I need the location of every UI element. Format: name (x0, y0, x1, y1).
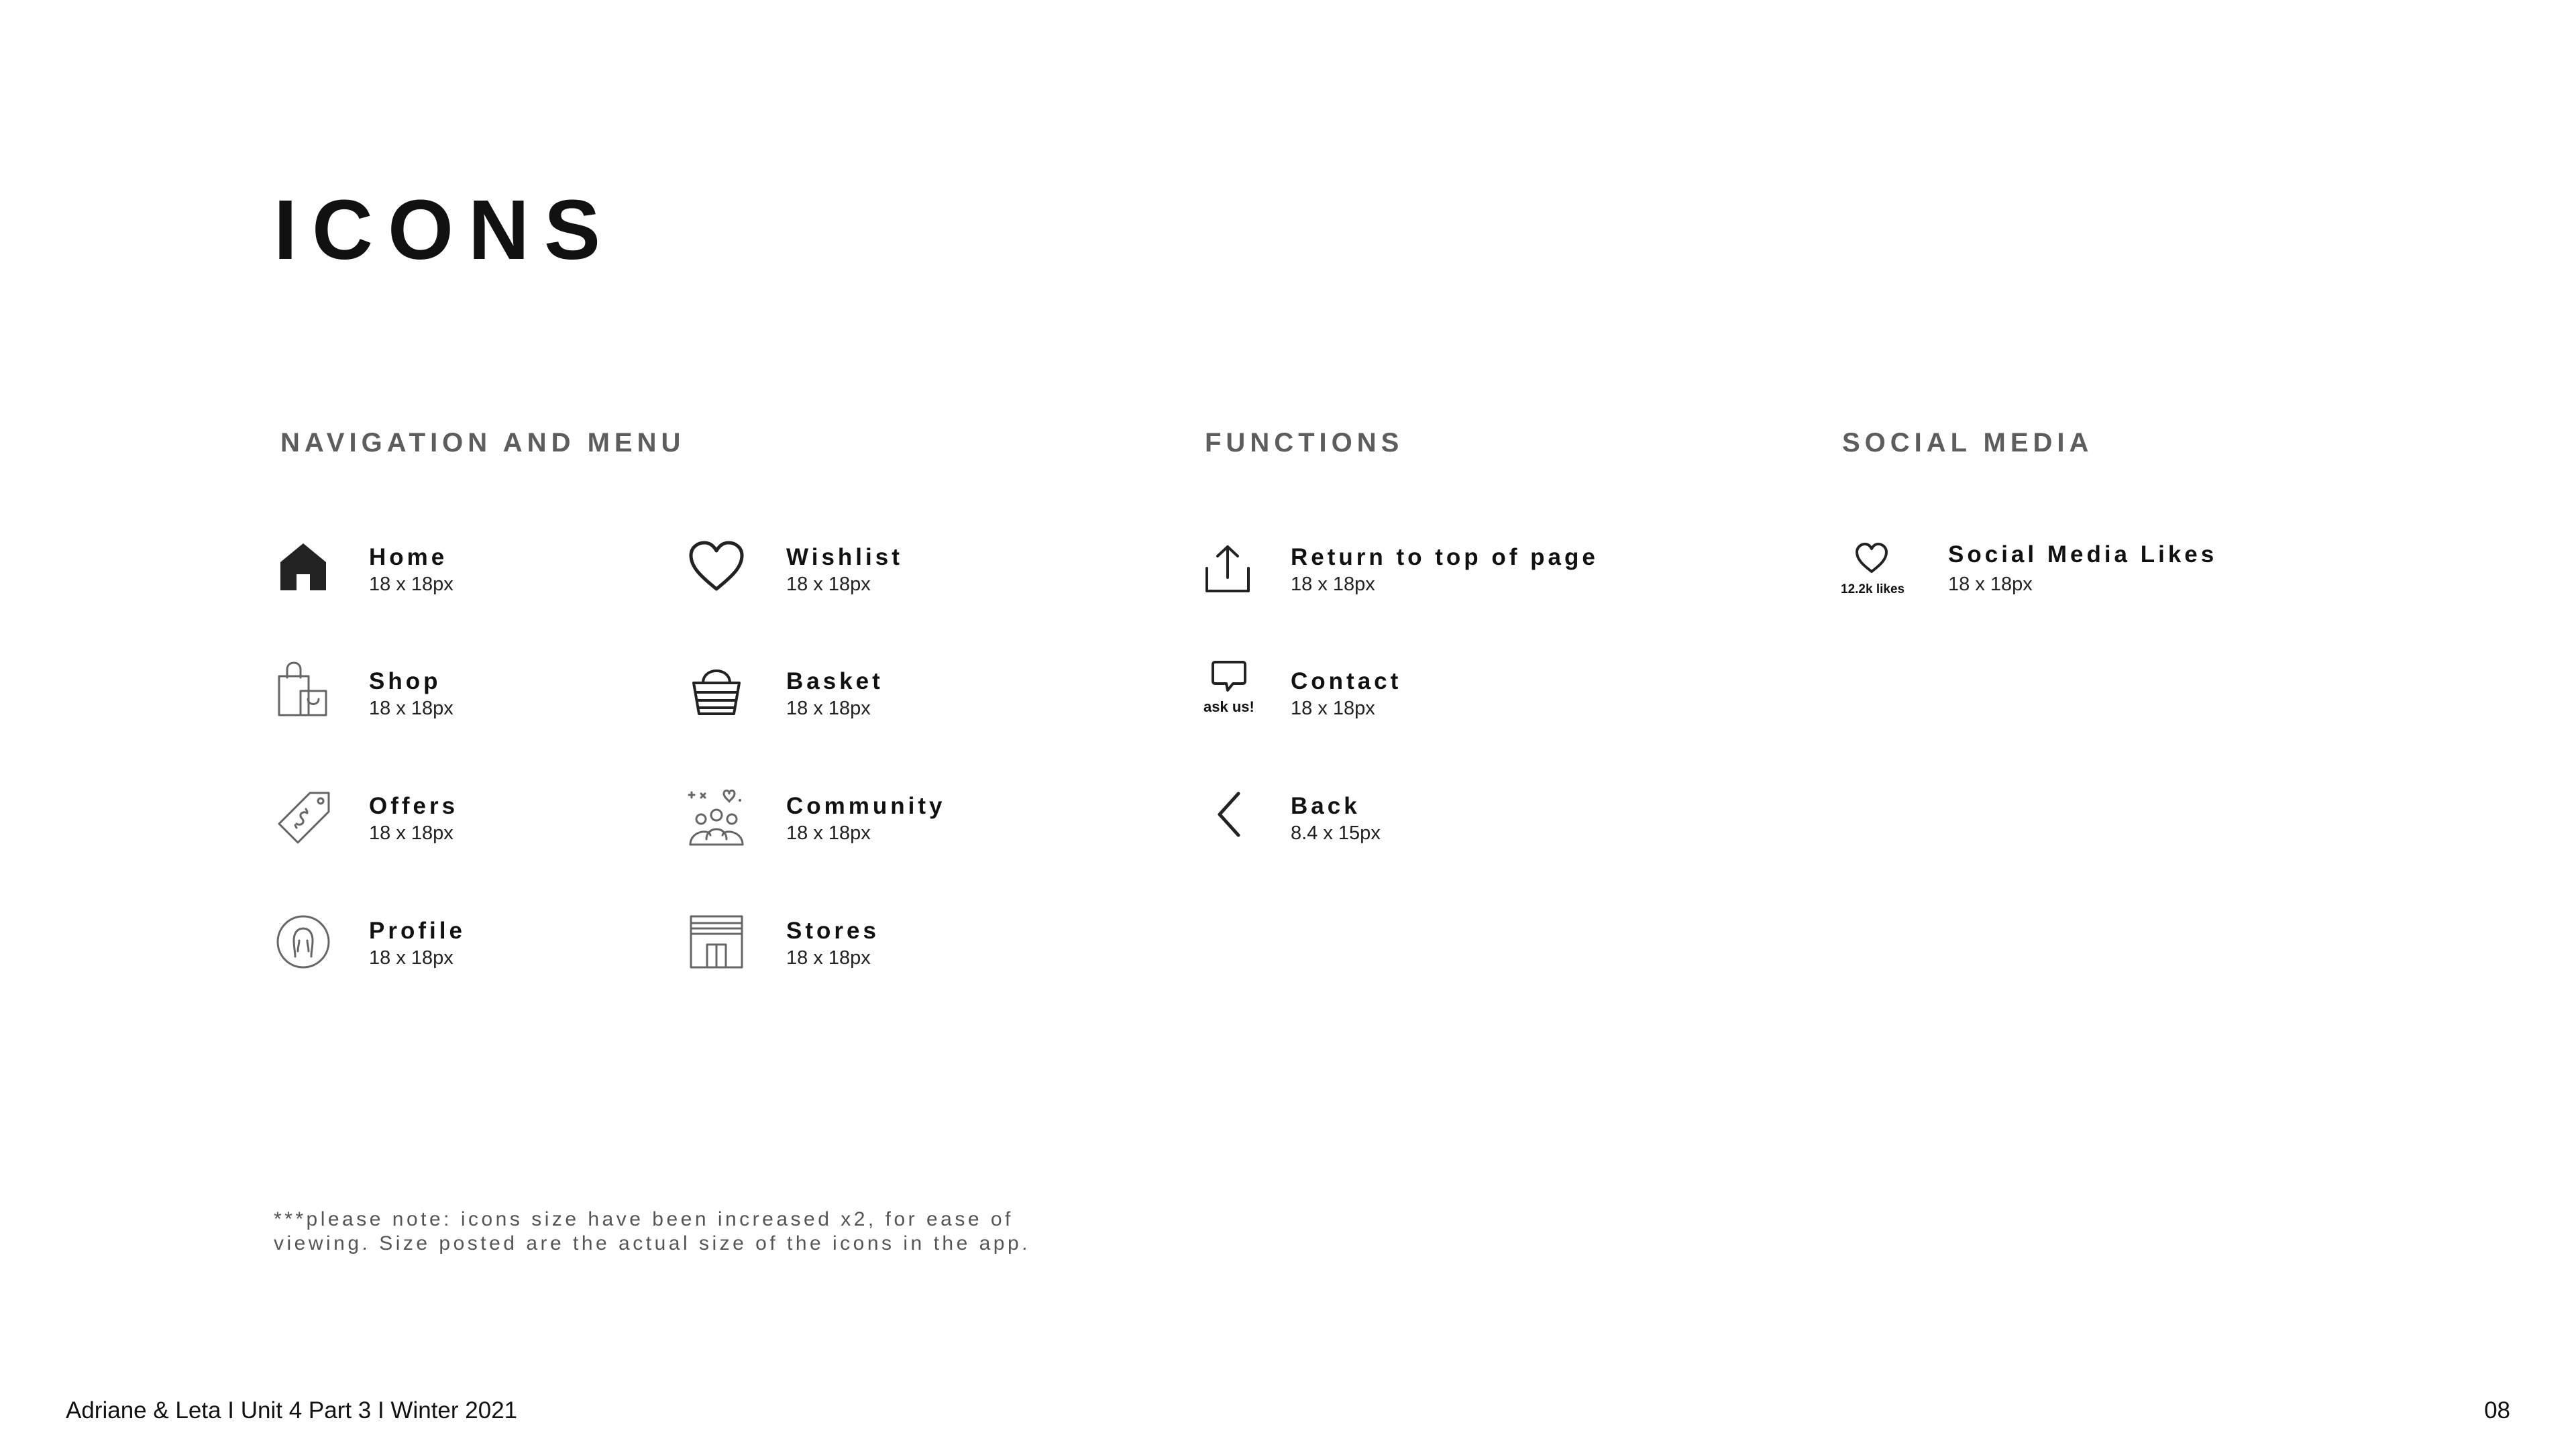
page-title: ICONS (274, 182, 616, 277)
storefront-icon (684, 910, 749, 974)
icon-size: 18 x 18px (369, 947, 453, 969)
home-icon (271, 534, 335, 598)
icon-label: Back (1291, 793, 1360, 819)
section-heading-functions: FUNCTIONS (1205, 428, 1404, 458)
chevron-left-icon (1197, 782, 1261, 847)
community-icon (684, 786, 749, 851)
icon-size: 18 x 18px (369, 698, 453, 719)
icon-size: 18 x 18px (369, 822, 453, 844)
icon-size: 18 x 18px (786, 947, 871, 969)
icon-label: Basket (786, 668, 883, 694)
heart-outline-icon (1839, 534, 1904, 582)
icon-size: 18 x 18px (1948, 574, 2033, 595)
icon-label: Home (369, 544, 448, 570)
icon-caption: 12.2k likes (1841, 582, 1905, 596)
icon-size: 18 x 18px (1291, 574, 1375, 595)
icon-label: Community (786, 793, 946, 819)
chat-bubble-icon (1197, 653, 1261, 700)
icon-caption: ask us! (1203, 698, 1254, 715)
page-number: 08 (2484, 1397, 2510, 1424)
footer-credit: Adriane & Leta I Unit 4 Part 3 I Winter 2021 (66, 1397, 518, 1424)
basket-icon (684, 657, 749, 722)
size-note: ***please note: icons size have been increased x2, for ease of viewing. Size posted are the actual size of the icons in the app. (274, 1208, 1031, 1254)
icon-label: Wishlist (786, 544, 903, 570)
icon-label: Social Media Likes (1948, 541, 2218, 568)
price-tag-icon (271, 786, 335, 851)
profile-icon (271, 910, 335, 974)
upload-arrow-icon (1195, 537, 1260, 601)
section-heading-social: SOCIAL MEDIA (1842, 428, 2094, 458)
icon-size: 18 x 18px (786, 822, 871, 844)
icon-size: 18 x 18px (786, 698, 871, 719)
icon-label: Offers (369, 793, 459, 819)
icon-size: 18 x 18px (1291, 698, 1375, 719)
icon-size: 18 x 18px (786, 574, 871, 595)
icon-label: Shop (369, 668, 441, 694)
icon-label: Return to top of page (1291, 544, 1599, 570)
icon-label: Stores (786, 918, 879, 944)
shopping-bag-icon (271, 657, 335, 722)
section-heading-navigation: NAVIGATION AND MENU (280, 428, 686, 458)
heart-icon (684, 534, 749, 598)
icon-size: 8.4 x 15px (1291, 822, 1381, 844)
icon-label: Profile (369, 918, 466, 944)
icon-label: Contact (1291, 668, 1402, 694)
icon-size: 18 x 18px (369, 574, 453, 595)
